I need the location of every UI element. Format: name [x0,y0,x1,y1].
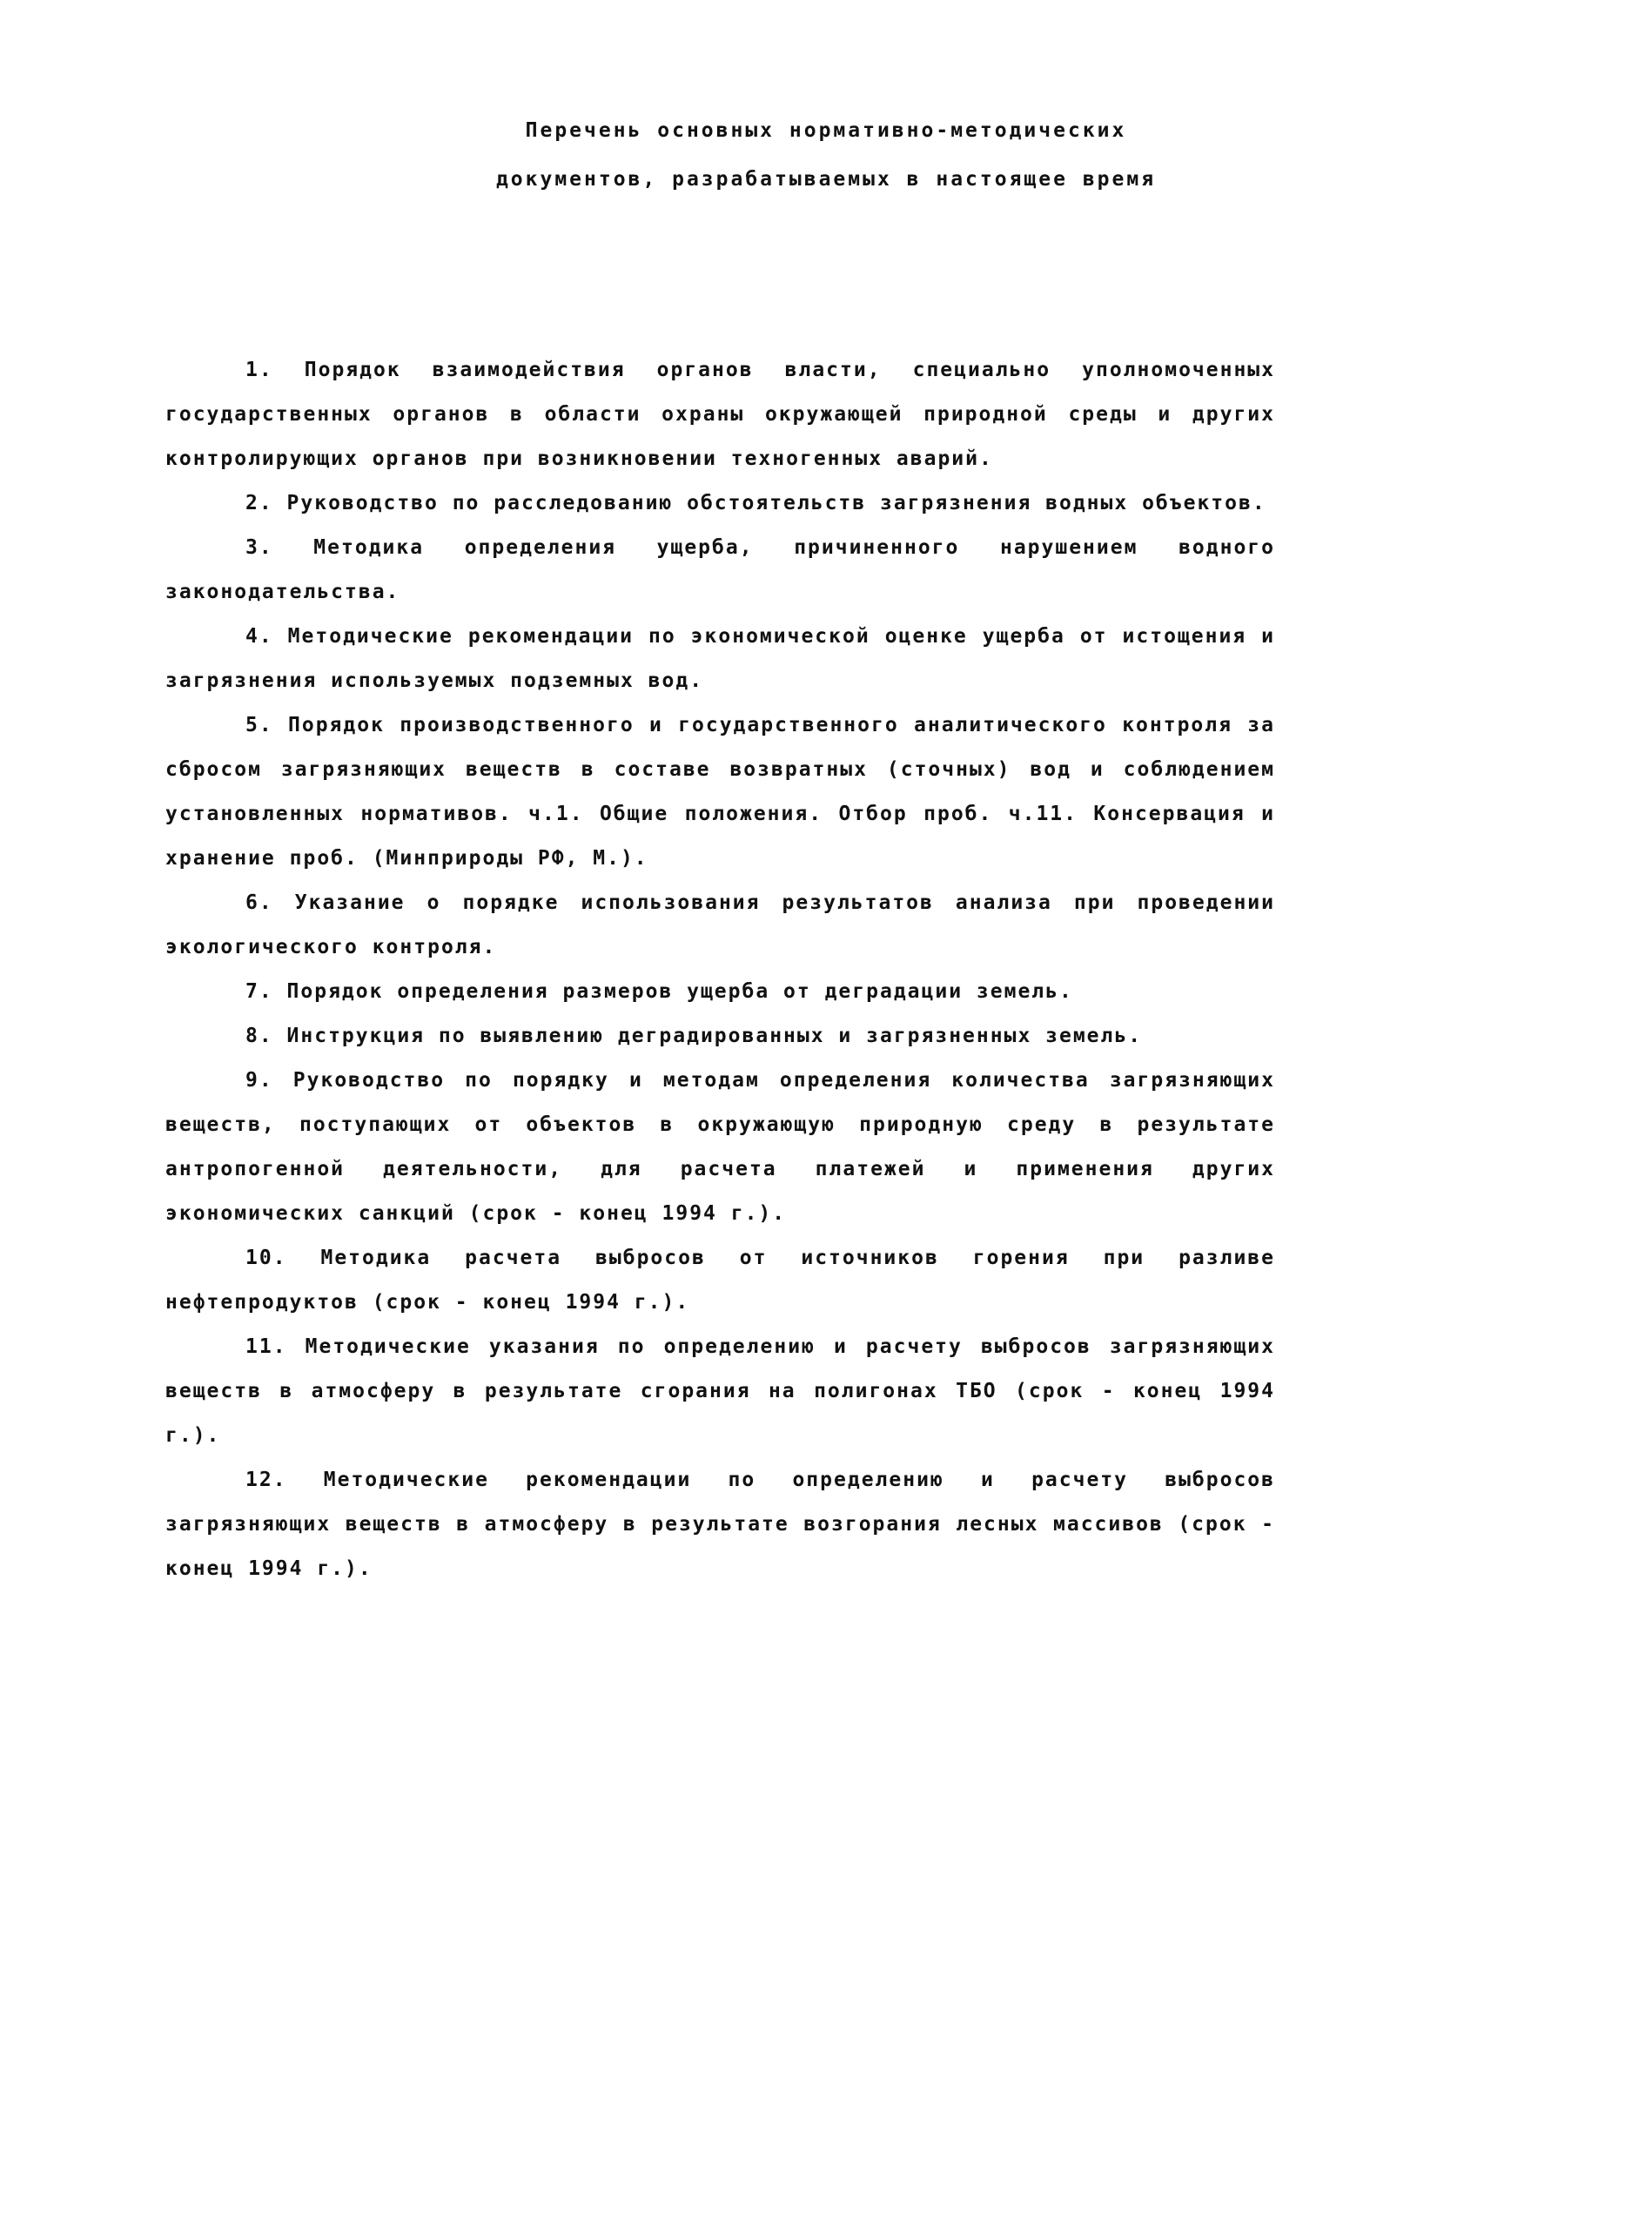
document-list [165,348,1275,1591]
list-item-11: 11. Методические указания по определению и расчету выбросов загрязняющих веществ в атмосферу в результате сгорания на полигонах ТБО (срок - конец 1994 г.). [165,1335,1275,1447]
document-title-line-1: Перечень основных нормативно-методических [525,119,1127,142]
list-item-7: 7. Порядок определения размеров ущерба от деградации земель. [245,980,1073,1003]
document-title-line-2: документов, разрабатываемых в настоящее время [495,168,1157,191]
list-item-9: 9. Руководство по порядку и методам определения количества загрязняющих веществ, поступающих от объектов в окружающую природную среду в результате антропогенной деятельности, для расчета платежей и применения других экономических санкций (срок - конец 1994 г.). [165,1069,1275,1225]
list-item-3: 3. Методика определения ущерба, причиненного нарушением водного законодательства. [165,536,1275,603]
list-item-8: 8. Инструкция по выявлению деградированных и загрязненных земель. [245,1025,1143,1047]
list-item-1: 1. Порядок взаимодействия органов власти, специально уполномоченных государственных органов в области охраны окружающей природной среды и других контролирующих органов при возникновении техногенных аварий. [165,359,1275,470]
list-item-6: 6. Указание о порядке использования результатов анализа при проведении экологического контроля. [165,891,1275,958]
list-item-12: 12. Методические рекомендации по определению и расчету выбросов загрязняющих веществ в атмосферу в результате возгорания лесных массивов (срок - конец 1994 г.). [165,1469,1275,1580]
list-item-2: 2. Руководство по расследованию обстоятельств загрязнения водных объектов. [245,492,1266,514]
list-item-5: 5. Порядок производственного и государственного аналитического контроля за сбросом загрязняющих веществ в составе возвратных (сточных) вод и соблюдением установленных нормативов. ч.1. Общие положения. Отбор проб. ч.11. Консервация и хранение проб. (Минприроды РФ, М.). [165,714,1275,870]
list-item-4: 4. Методические рекомендации по экономической оценке ущерба от истощения и загрязнения используемых подземных вод. [165,625,1275,692]
list-item-10: 10. Методика расчета выбросов от источников горения при разливе нефтепродуктов (срок - конец 1994 г.). [165,1247,1275,1314]
